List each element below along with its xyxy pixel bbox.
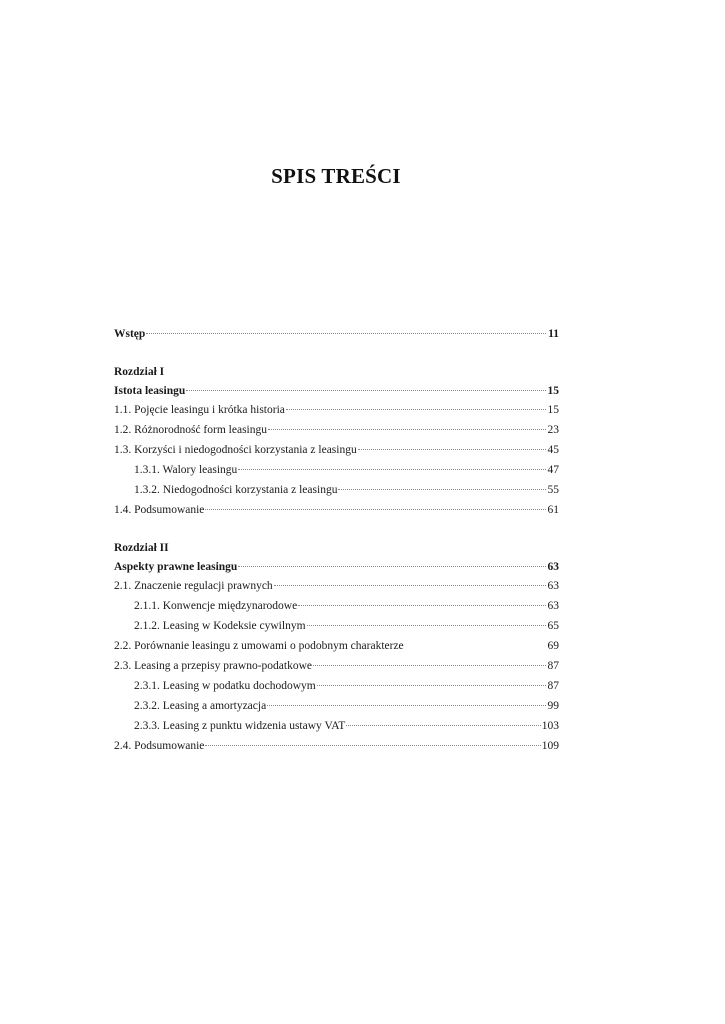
dot-leader xyxy=(267,705,546,706)
toc-entry-label: 2.3.2. Leasing a amortyzacja xyxy=(134,700,267,712)
toc-entry-label: Aspekty prawne leasingu xyxy=(114,561,238,573)
toc-entry-page: 55 xyxy=(547,484,559,496)
toc-entry-label: 2.2. Porównanie leasingu z umowami o podobnym charakterze xyxy=(114,640,404,652)
toc-entry-page: 87 xyxy=(547,660,559,672)
toc-entry[interactable] xyxy=(114,656,559,676)
toc-subentry[interactable] xyxy=(114,480,559,500)
toc-entry-page: 109 xyxy=(541,740,559,752)
toc-entry-page: 69 xyxy=(547,640,559,652)
dot-leader xyxy=(238,566,546,567)
toc-entry[interactable] xyxy=(114,736,559,756)
toc-subentry[interactable] xyxy=(114,676,559,696)
chapter-heading: Rozdział I xyxy=(114,366,165,378)
dot-leader xyxy=(338,489,546,490)
dot-leader xyxy=(307,625,546,626)
chapter-entries xyxy=(114,400,559,520)
toc-entry-page: 15 xyxy=(547,385,559,397)
toc-entry[interactable] xyxy=(114,576,559,596)
toc-entry-label: 1.3.2. Niedogodności korzystania z leasingu xyxy=(134,484,338,496)
page-title: SPIS TREŚCI xyxy=(271,164,401,188)
toc-entry-page: 15 xyxy=(547,404,559,416)
chapter-title-entry[interactable] xyxy=(114,381,559,398)
toc-subentry[interactable] xyxy=(114,696,559,716)
toc-entry-page: 61 xyxy=(547,504,559,516)
toc-entry-page: 47 xyxy=(547,464,559,476)
dot-leader xyxy=(358,449,546,450)
dot-leader xyxy=(186,390,546,391)
toc-entry-label: 1.3.1. Walory leasingu xyxy=(134,464,238,476)
toc-subentry[interactable] xyxy=(114,616,559,636)
toc-entry-page: 45 xyxy=(547,444,559,456)
dot-leader xyxy=(274,585,546,586)
toc-entry-page: 63 xyxy=(547,600,559,612)
toc-entry-page: 99 xyxy=(547,700,559,712)
toc-entry-page: 63 xyxy=(547,561,559,573)
chapter-entries xyxy=(114,576,559,756)
toc-entry[interactable] xyxy=(114,400,559,420)
dot-leader xyxy=(346,725,540,726)
dot-leader xyxy=(313,665,546,666)
toc-entry-intro[interactable] xyxy=(114,324,559,344)
toc-entry-label: 1.2. Różnorodność form leasingu xyxy=(114,424,267,436)
toc-entry-page: 87 xyxy=(547,680,559,692)
dot-leader xyxy=(286,409,546,410)
dot-leader xyxy=(317,685,546,686)
toc-entry-label: 2.1.1. Konwencje międzynarodowe xyxy=(134,600,298,612)
toc-entry-label: Istota leasingu xyxy=(114,385,186,397)
dot-leader xyxy=(146,333,546,334)
toc-entry-label: 2.4. Podsumowanie xyxy=(114,740,205,752)
dot-leader xyxy=(298,605,546,606)
table-of-contents xyxy=(114,324,559,756)
toc-entry[interactable] xyxy=(114,500,559,520)
chapter-heading: Rozdział II xyxy=(114,542,169,554)
toc-entry-page: 11 xyxy=(548,328,559,340)
toc-entry[interactable] xyxy=(114,420,559,440)
toc-entry-page: 65 xyxy=(547,620,559,632)
dot-leader xyxy=(205,509,546,510)
toc-entry-label: 1.3. Korzyści i niedogodności korzystania z leasingu xyxy=(114,444,357,456)
chapter-title-entry[interactable] xyxy=(114,557,559,574)
toc-entry-label: Wstęp xyxy=(114,328,146,340)
toc-entry-label: 2.3.3. Leasing z punktu widzenia ustawy VAT xyxy=(134,720,346,732)
spacer xyxy=(114,344,559,364)
toc-entry[interactable] xyxy=(114,636,559,656)
toc-entry-page: 63 xyxy=(547,580,559,592)
toc-entry-label: 2.3. Leasing a przepisy prawno-podatkowe xyxy=(114,660,312,672)
toc-entry-label: 2.1. Znaczenie regulacji prawnych xyxy=(114,580,273,592)
toc-entry-label: 1.4. Podsumowanie xyxy=(114,504,205,516)
dot-leader xyxy=(268,429,546,430)
toc-entry-page: 103 xyxy=(541,720,559,732)
dot-leader xyxy=(205,745,540,746)
toc-entry-page: 23 xyxy=(547,424,559,436)
toc-entry-label: 1.1. Pojęcie leasingu i krótka historia xyxy=(114,404,285,416)
toc-entry-label: 2.3.1. Leasing w podatku dochodowym xyxy=(134,680,316,692)
toc-subentry[interactable] xyxy=(114,460,559,480)
toc-subentry[interactable] xyxy=(114,596,559,616)
dot-leader xyxy=(238,469,546,470)
toc-subentry[interactable] xyxy=(114,716,559,736)
toc-entry[interactable] xyxy=(114,440,559,460)
toc-entry-label: 2.1.2. Leasing w Kodeksie cywilnym xyxy=(134,620,306,632)
spacer xyxy=(114,520,559,540)
